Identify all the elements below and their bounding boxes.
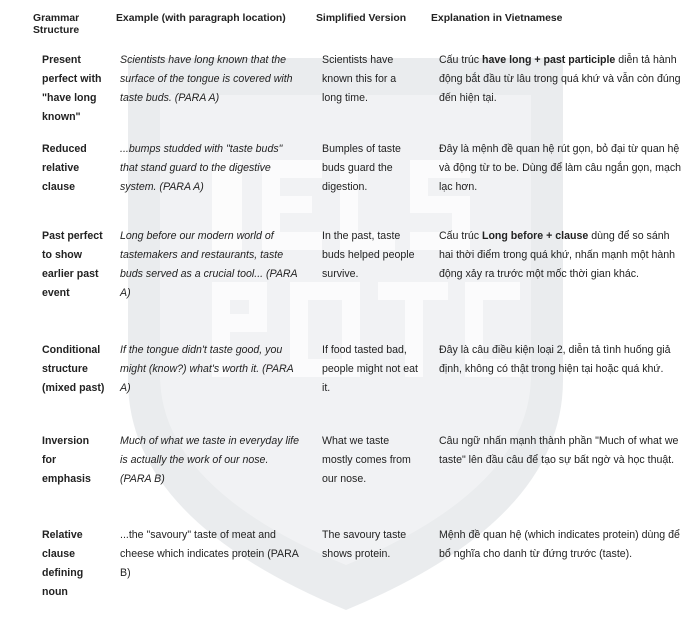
explanation-cell (425, 47, 691, 136)
header-simplified-version: Simplified Version (316, 13, 407, 24)
header-explanation: Explanation in Vietnamese (431, 13, 563, 24)
table-row (0, 337, 691, 428)
simplified-cell: Scientists have known this for a long time. (322, 54, 397, 104)
simplified-cell: The savoury taste shows protein. (322, 529, 407, 560)
explanation-highlight: have long + past participle (481, 54, 616, 66)
table-row (0, 47, 691, 136)
example-cell: If the tongue didn't taste good, you might (know?) what's worth it. (PARA A) (120, 344, 294, 394)
explanation-cell: Đây là câu điều kiện loại 2, diễn tả tình huống giả định, không có thật trong hiện tại hoặc quá khứ. (439, 344, 671, 375)
header-example: Example (with paragraph location) (116, 13, 286, 24)
structure-cell: Relative clause defining noun (42, 529, 84, 598)
simplified-cell: If food tasted bad, people might not eat it. (322, 344, 419, 394)
explanation-text: dùng để so sánh hai thời điểm trong quá khứ, nhấn mạnh một hành động xảy ra trước một mốc thời gian khác. (439, 230, 676, 280)
table-row (0, 428, 691, 522)
explanation-text: Cấu trúc (439, 230, 482, 242)
table-row (0, 136, 691, 223)
simplified-cell: Bumples of taste buds guard the digestion. (322, 143, 401, 193)
structure-cell: Inversion for emphasis (42, 435, 91, 485)
example-cell: Long before our modern world of tastemakers and restaurants, taste buds served as a crucial tool... (PARA A) (120, 230, 298, 299)
structure-cell: Reduced relative clause (42, 143, 87, 193)
explanation-cell: Mệnh đề quan hệ (which indicates protein) dùng để bổ nghĩa cho danh từ đứng trước (taste). (439, 529, 680, 560)
simplified-cell: In the past, taste buds helped people survive. (322, 230, 415, 280)
example-cell: Much of what we taste in everyday life is actually the work of our nose. (PARA B) (120, 435, 300, 485)
structure-cell: Present perfect with "have long known" (42, 54, 102, 123)
explanation-text: diễn tả hành động bắt đầu từ lâu trong quá khứ và vẫn còn đúng đến hiện tại. (439, 54, 681, 104)
explanation-cell: Câu ngữ nhấn mạnh thành phần "Much of what we taste" lên đầu câu để tạo sự bất ngờ và học thuật. (439, 435, 679, 466)
simplified-cell: What we taste mostly comes from our nose. (322, 435, 411, 485)
structure-cell: Conditional structure (mixed past) (42, 344, 105, 394)
explanation-cell (425, 223, 691, 337)
explanation-text: Cấu trúc (439, 54, 482, 66)
example-cell: Scientists have long known that the surface of the tongue is covered with taste buds. (PARA A) (120, 54, 293, 104)
explanation-highlight: Long before + clause (481, 230, 589, 242)
explanation-cell: Đây là mệnh đề quan hệ rút gọn, bỏ đại từ quan hệ và động từ to be. Dùng để làm câu ngắn gọn, mạch lạc hơn. (439, 143, 682, 193)
example-cell: ...the "savoury" taste of meat and cheese which indicates protein (PARA B) (120, 529, 299, 579)
header-grammar-structure: Grammar Structure (33, 13, 80, 36)
example-cell: ...bumps studded with "taste buds" that stand guard to the digestive system. (PARA A) (120, 143, 283, 193)
structure-cell: Past perfect to show earlier past event (42, 230, 103, 299)
table-header-row (0, 0, 691, 47)
table-row (0, 223, 691, 337)
table-row (0, 522, 691, 602)
